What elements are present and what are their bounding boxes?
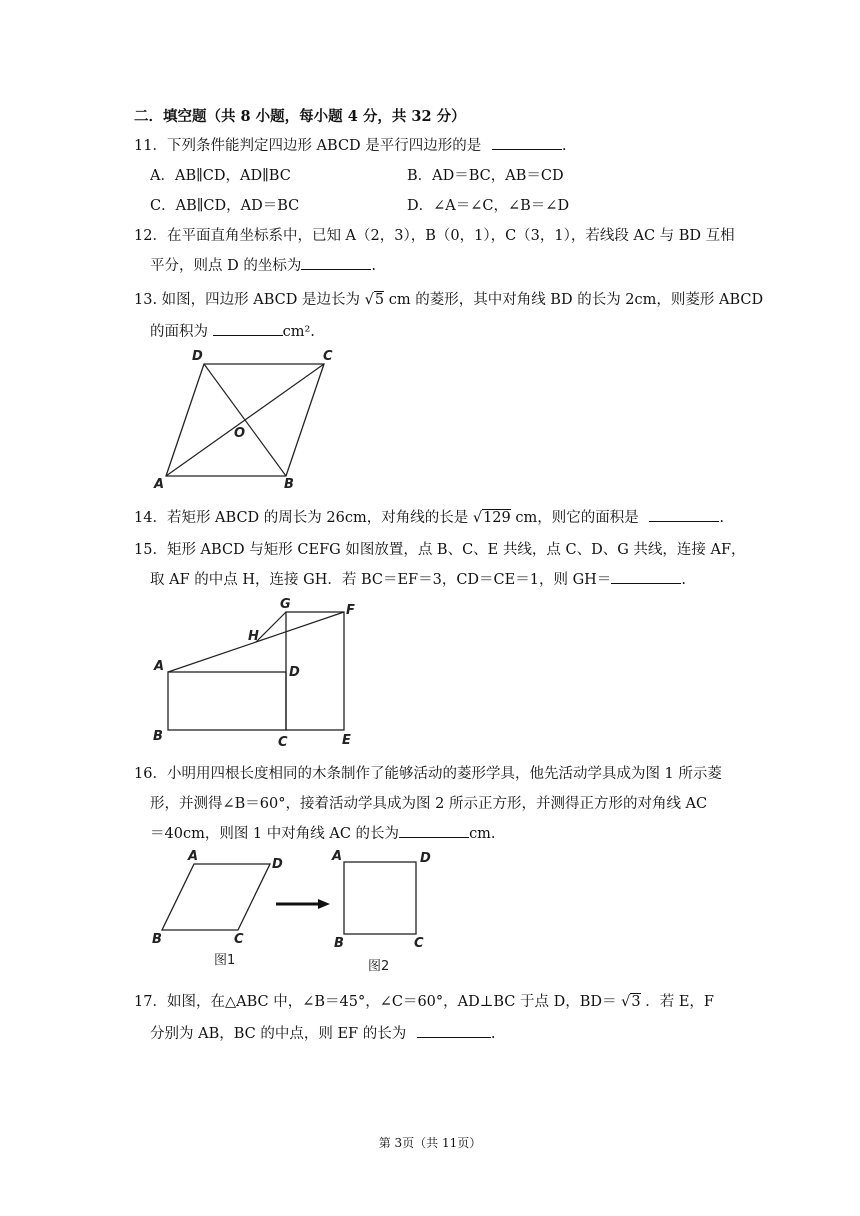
question-13-unit: cm².	[282, 324, 315, 340]
question-15-text: 取 AF 的中点 H，连接 GH．若 BC＝EF＝3，CD＝CE＝1，则 GH＝	[150, 572, 612, 588]
question-17-text-c: 分别为 AB，BC 的中点，则 EF 的长为	[150, 1026, 407, 1042]
fig1-label-d: D	[272, 857, 283, 872]
caption-fig1: 图1	[214, 953, 236, 968]
label-d: D	[192, 349, 203, 364]
question-16-text: ＝40cm，则图 1 中对角线 AC 的长为	[150, 826, 400, 842]
sqrt-symbol: √	[472, 510, 483, 526]
question-13-line1	[134, 288, 763, 309]
figure-13-rhombus	[150, 346, 340, 491]
sqrt-symbol: √	[364, 292, 374, 308]
question-17-end: .	[490, 1026, 496, 1042]
question-12-line2	[150, 254, 376, 275]
answer-blank-13[interactable]	[213, 321, 283, 336]
question-15-end: .	[681, 572, 686, 588]
question-16-line3	[150, 822, 496, 843]
answer-blank-11[interactable]	[492, 135, 562, 150]
question-14-text-a: 14．若矩形 ABCD 的周长为 26cm，对角线的长是	[134, 510, 469, 526]
answer-blank-14[interactable]	[649, 507, 719, 522]
question-17-text-a: 17．如图，在△ABC 中，∠B＝45°，∠C＝60°，AD⊥BC 于点 D，BD＝	[134, 994, 617, 1010]
rhombus-fig1	[162, 864, 270, 930]
fig1-label-a: A	[188, 849, 199, 864]
question-11-end: .	[561, 138, 567, 154]
caption-fig2: 图2	[368, 959, 390, 974]
sqrt-value-17: 3	[631, 994, 641, 1010]
question-16-line2: 形，并测得∠B＝60°，接着活动学具成为图 2 所示正方形，并测得正方形的对角线 AC	[150, 796, 708, 812]
question-17-text-b: ．若 E，F	[645, 994, 714, 1010]
question-16-unit: cm.	[469, 826, 496, 842]
square-fig2	[344, 862, 416, 934]
label-e: E	[342, 733, 351, 748]
fig2-label-a: A	[332, 849, 343, 864]
question-12-text: 平分，则点 D 的坐标为	[150, 258, 302, 274]
question-16-line1: 16．小明用四根长度相同的木条制作了能够活动的菱形学具，他先活动学具成为图 1 所示菱	[134, 766, 722, 782]
label-g: G	[280, 597, 291, 612]
question-11-text: 11．下列条件能判定四边形 ABCD 是平行四边形的是	[134, 138, 482, 154]
fig1-label-b: B	[152, 932, 162, 947]
page-footer: 第 3页（共 11页）	[378, 1136, 482, 1150]
fig1-label-c: C	[234, 932, 244, 947]
sqrt-value-14: 129	[483, 510, 511, 526]
question-13-text-a: 13. 如图，四边形 ABCD 是边长为	[134, 292, 361, 308]
question-13-text-b: cm 的菱形，其中对角线 BD 的长为 2cm，则菱形 ABCD	[388, 292, 764, 308]
question-15-line1: 15．矩形 ABCD 与矩形 CEFG 如图放置，点 B、C、E 共线，点 C、D、G 共线，连接 AF，	[134, 542, 746, 558]
sqrt-symbol: √	[621, 994, 631, 1010]
option-11-c: C．AB∥CD，AD＝BC	[150, 198, 300, 214]
option-11-b: B．AD＝BC，AB＝CD	[407, 168, 564, 184]
answer-blank-15[interactable]	[611, 569, 681, 584]
question-14-end: .	[719, 510, 724, 526]
fig2-label-c: C	[414, 936, 424, 951]
question-13-line2	[150, 320, 315, 341]
sqrt-value-13: 5	[374, 292, 385, 308]
rectangle-abcd	[168, 672, 286, 730]
question-12-line1: 12．在平面直角坐标系中，已知 A（2，3），B（0，1），C（3，1），若线段 AC 与 BD 互相	[134, 228, 735, 244]
figure-15-rectangles	[150, 594, 365, 749]
question-14	[134, 506, 724, 527]
label-a: A	[154, 659, 165, 674]
option-11-a: A．AB∥CD，AD∥BC	[150, 168, 291, 184]
arrow-head-icon	[318, 899, 330, 909]
question-15-line2	[150, 568, 686, 589]
label-h: H	[248, 629, 259, 644]
label-b: B	[284, 477, 294, 492]
answer-blank-16[interactable]	[399, 823, 469, 838]
label-b: B	[153, 729, 163, 744]
label-c: C	[323, 349, 333, 364]
diagonal-bd	[204, 364, 286, 476]
question-12-end: .	[371, 258, 376, 274]
question-14-text-b: cm，则它的面积是	[515, 510, 639, 526]
question-17-line1	[134, 990, 714, 1011]
label-c: C	[278, 735, 288, 750]
label-f: F	[346, 603, 355, 618]
answer-blank-12[interactable]	[301, 255, 371, 270]
figure-16	[150, 848, 450, 976]
fig2-label-b: B	[334, 936, 344, 951]
label-a: A	[154, 477, 165, 492]
label-d: D	[289, 665, 300, 680]
answer-blank-17[interactable]	[417, 1023, 491, 1038]
section-title: 二．填空题（共 8 小题，每小题 4 分，共 32 分）	[134, 108, 466, 125]
question-17-line2	[150, 1022, 495, 1043]
question-13-text-c: 的面积为	[150, 324, 208, 340]
option-11-d: D．∠A＝∠C，∠B＝∠D	[407, 198, 570, 214]
label-o: O	[234, 426, 246, 441]
fig2-label-d: D	[420, 851, 431, 866]
question-11	[134, 134, 567, 155]
